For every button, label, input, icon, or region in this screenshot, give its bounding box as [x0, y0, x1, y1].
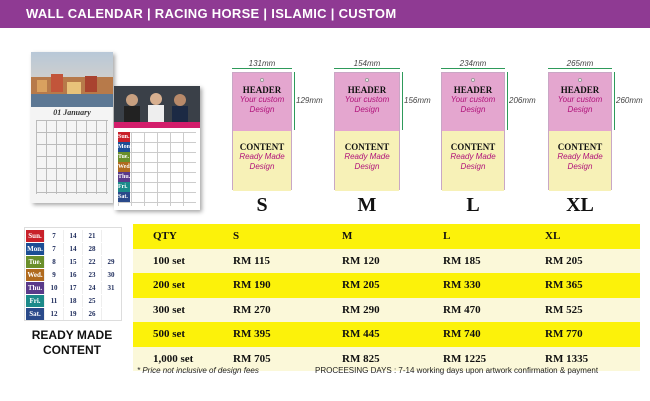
ready-made-date: 23	[82, 269, 101, 281]
header-title: HEADER	[560, 85, 600, 95]
ready-made-sample	[24, 227, 122, 321]
content-sub2: Design	[567, 162, 593, 171]
hang-hole-icon	[365, 78, 369, 82]
size-label-m: M	[357, 194, 377, 216]
ready-made-date	[101, 243, 120, 255]
content-title: CONTENT	[239, 142, 285, 152]
hang-hole-icon	[260, 78, 264, 82]
price-cell: RM 190	[213, 273, 317, 298]
height-dimension: 260mm	[616, 96, 643, 105]
ready-made-date	[101, 295, 120, 307]
size-card-s	[232, 72, 292, 190]
column-header-s: S	[213, 224, 317, 249]
ready-made-date: 18	[63, 295, 82, 307]
price-cell: RM 1335	[525, 347, 640, 372]
header-block	[335, 73, 399, 131]
ready-made-date: 31	[101, 282, 120, 294]
ready-made-row	[26, 256, 121, 268]
ready-made-date: 16	[63, 269, 82, 281]
height-dimension: 206mm	[509, 96, 536, 105]
office-day: Wed.	[118, 164, 132, 170]
ready-made-day: Sat.	[26, 308, 44, 320]
ready-made-date: 29	[101, 256, 120, 268]
qty-cell: 300 set	[133, 298, 213, 323]
calendar-month-label: 01 January	[53, 108, 91, 117]
content-block	[335, 131, 399, 191]
price-cell: RM 365	[525, 273, 640, 298]
ready-made-date: 25	[82, 295, 101, 307]
ready-made-row	[26, 230, 121, 242]
office-day: Sat.	[118, 192, 130, 202]
ready-made-date: 30	[101, 269, 120, 281]
ready-made-day: Fri.	[26, 295, 44, 307]
ready-made-date: 10	[44, 282, 63, 294]
ready-made-line2: CONTENT	[43, 343, 101, 357]
price-cell: RM 395	[213, 322, 317, 347]
size-card-xl	[548, 72, 612, 190]
size-label-xl: XL	[566, 194, 594, 216]
ready-made-line1: READY MADE	[31, 328, 113, 342]
ready-made-date: 21	[82, 230, 101, 242]
price-cell: RM 290	[317, 298, 421, 323]
ready-made-date: 14	[63, 230, 82, 242]
price-cell: RM 205	[317, 273, 421, 298]
ready-made-row	[26, 295, 121, 307]
content-sub1: Ready Made	[450, 152, 496, 161]
calendar-office-art	[114, 86, 200, 122]
qty-cell: 1,000 set	[133, 347, 213, 372]
width-dimension-line	[548, 68, 612, 69]
width-dimension-line	[334, 68, 400, 69]
ready-made-row	[26, 308, 121, 320]
ready-made-day: Wed.	[27, 271, 43, 279]
ready-made-date: 17	[63, 282, 82, 294]
office-day: Mon.	[118, 144, 132, 150]
hang-hole-icon	[578, 78, 582, 82]
header-sub2: Design	[567, 105, 593, 114]
header-sub1: Your custom	[450, 95, 496, 104]
price-note: * Price not inclusive of design fees	[137, 366, 259, 375]
header-title: HEADER	[347, 85, 387, 95]
content-sub1: Ready Made	[557, 152, 603, 161]
content-sub1: Ready Made	[239, 152, 285, 161]
ready-made-date: 14	[63, 243, 82, 255]
price-cell: RM 445	[317, 322, 421, 347]
calendar-photo-sample	[31, 52, 113, 203]
content-sub2: Design	[354, 162, 380, 171]
header-block	[549, 73, 611, 131]
ready-made-day: Sun.	[26, 230, 44, 242]
ready-made-date: 8	[44, 256, 63, 268]
table-row	[133, 249, 640, 274]
column-header-l: L	[421, 224, 525, 249]
ready-made-row	[26, 243, 121, 255]
price-cell: RM 270	[213, 298, 317, 323]
price-cell: RM 770	[525, 322, 640, 347]
height-dimension: 156mm	[404, 96, 431, 105]
header-title: HEADER	[453, 85, 493, 95]
width-dimension: 234mm	[459, 59, 487, 68]
content-sub1: Ready Made	[344, 152, 390, 161]
price-cell: RM 740	[421, 322, 525, 347]
header-sub2: Design	[249, 105, 275, 114]
office-day: Thu.	[118, 174, 131, 180]
content-sub2: Design	[460, 162, 486, 171]
office-day: Tue.	[118, 154, 129, 160]
size-card-l	[441, 72, 505, 190]
header-block	[233, 73, 291, 131]
width-dimension: 131mm	[248, 59, 276, 68]
height-dimension-line	[294, 72, 295, 130]
ready-made-date: 24	[82, 282, 101, 294]
height-dimension-line	[614, 72, 615, 130]
height-dimension-line	[507, 72, 508, 130]
header-sub2: Design	[354, 105, 380, 114]
ready-made-date: 26	[82, 308, 101, 320]
size-card-m	[334, 72, 400, 190]
ready-made-date: 19	[63, 308, 82, 320]
ready-made-date: 7	[44, 243, 63, 255]
content-title: CONTENT	[344, 142, 390, 152]
ready-made-date: 9	[44, 269, 63, 281]
top-banner: WALL CALENDAR | RACING HORSE | ISLAMIC | CUSTOM	[0, 0, 650, 28]
price-cell: RM 330	[421, 273, 525, 298]
ready-made-date: 12	[44, 308, 63, 320]
price-cell: RM 705	[213, 347, 317, 372]
price-cell: RM 470	[421, 298, 525, 323]
price-table	[133, 224, 640, 371]
processing-days-note: PROCEESING DAYS : 7-14 working days upon artwork confirmation & payment	[315, 366, 599, 375]
column-header-xl: XL	[525, 224, 640, 249]
calendar-office-sample	[114, 86, 200, 210]
content-title: CONTENT	[450, 142, 496, 152]
width-dimension: 154mm	[353, 59, 381, 68]
calendar-grid	[36, 120, 108, 194]
ready-made-date: 22	[82, 256, 101, 268]
table-row	[133, 298, 640, 323]
ready-made-row	[26, 282, 121, 294]
ready-made-date: 28	[82, 243, 101, 255]
header-block	[442, 73, 504, 131]
ready-made-day: Thu.	[27, 284, 43, 292]
column-header-qty: QTY	[133, 224, 213, 249]
office-day: Fri.	[118, 182, 130, 192]
header-sub1: Your custom	[239, 95, 285, 104]
office-calendar-strip	[114, 122, 200, 128]
header-title: HEADER	[242, 85, 282, 95]
ready-made-day: Mon.	[27, 245, 43, 253]
ready-made-label	[22, 328, 122, 358]
price-cell: RM 115	[213, 249, 317, 274]
qty-cell: 200 set	[133, 273, 213, 298]
height-dimension-line	[402, 72, 403, 130]
width-dimension-line	[441, 68, 505, 69]
price-cell: RM 1225	[421, 347, 525, 372]
price-cell: RM 525	[525, 298, 640, 323]
content-block	[233, 131, 291, 191]
content-title: CONTENT	[557, 142, 603, 152]
ready-made-date	[101, 308, 120, 320]
table-row	[133, 322, 640, 347]
ready-made-date: 11	[44, 295, 63, 307]
office-calendar-grid	[118, 132, 196, 206]
table-row	[133, 273, 640, 298]
qty-cell: 500 set	[133, 322, 213, 347]
ready-made-row	[26, 269, 121, 281]
header-sub1: Your custom	[344, 95, 390, 104]
hang-hole-icon	[471, 78, 475, 82]
content-block	[549, 131, 611, 191]
office-day: Sun.	[118, 134, 130, 140]
price-cell: RM 205	[525, 249, 640, 274]
ready-made-day: Tue.	[26, 256, 44, 268]
header-sub1: Your custom	[557, 95, 603, 104]
content-block	[442, 131, 504, 191]
width-dimension: 265mm	[566, 59, 594, 68]
header-sub2: Design	[460, 105, 486, 114]
column-header-m: M	[317, 224, 421, 249]
height-dimension: 129mm	[296, 96, 323, 105]
content-sub2: Design	[249, 162, 275, 171]
office-days	[118, 132, 130, 202]
price-cell: RM 825	[317, 347, 421, 372]
ready-made-date	[101, 230, 120, 242]
size-label-l: L	[466, 194, 480, 216]
size-label-s: S	[256, 194, 268, 216]
width-dimension-line	[232, 68, 292, 69]
qty-cell: 100 set	[133, 249, 213, 274]
price-table-header-row	[133, 224, 640, 249]
ready-made-date: 7	[44, 230, 63, 242]
price-cell: RM 120	[317, 249, 421, 274]
ready-made-date: 15	[63, 256, 82, 268]
price-cell: RM 185	[421, 249, 525, 274]
